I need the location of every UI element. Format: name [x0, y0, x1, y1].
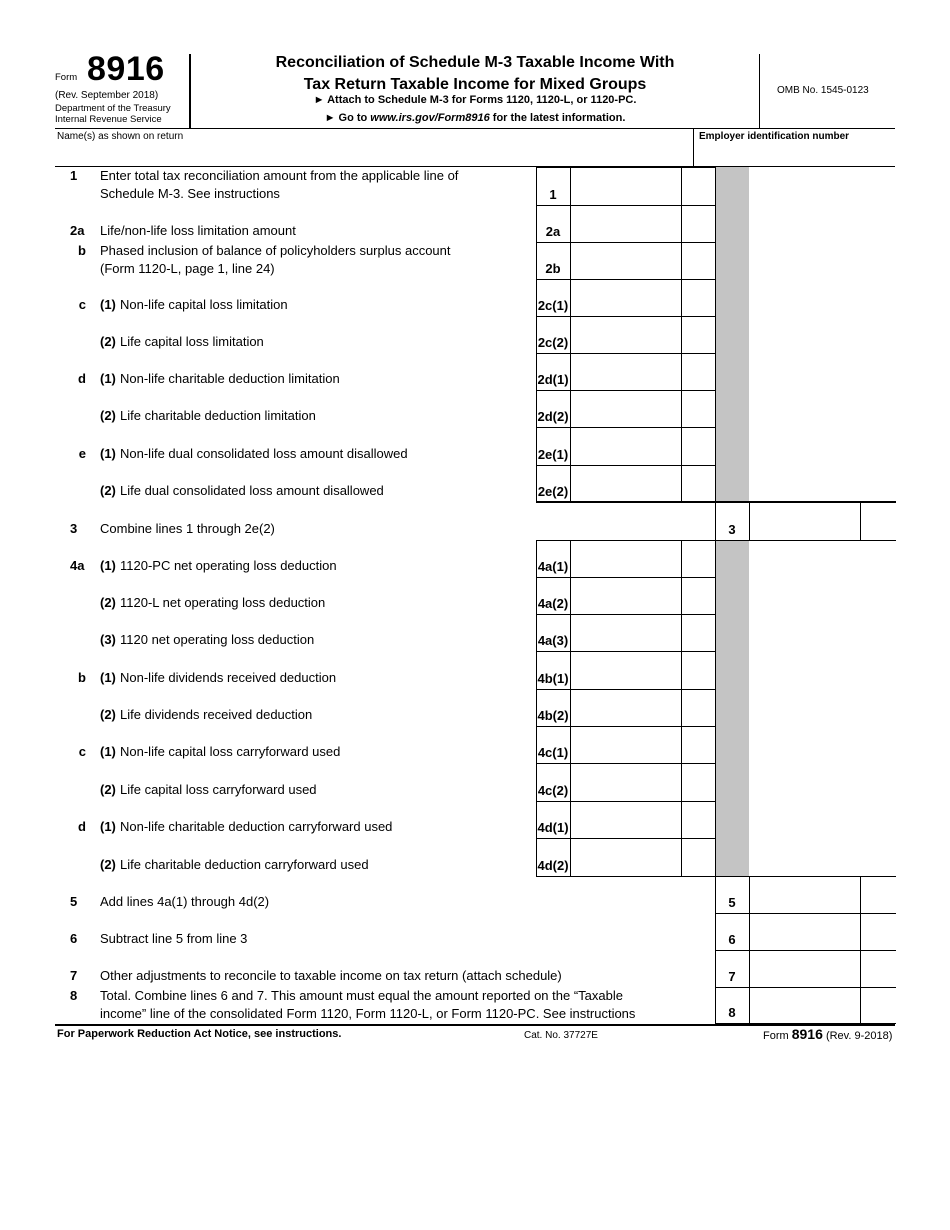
cents-field[interactable]	[681, 242, 716, 280]
part-number: (1)	[100, 297, 116, 312]
line-number: 6	[70, 931, 78, 946]
line-number: d	[78, 819, 86, 834]
amount-field[interactable]	[570, 763, 682, 802]
line-description: Non-life dual consolidated loss amount disallowed	[120, 446, 408, 461]
amount-field[interactable]	[570, 167, 682, 206]
cents-field[interactable]	[681, 465, 716, 503]
line-box-label: 2e(2)	[537, 484, 569, 499]
cents-field[interactable]	[681, 838, 716, 877]
line-number: 5	[70, 894, 78, 909]
line-description: Non-life capital loss limitation	[120, 297, 288, 312]
cents-field[interactable]	[681, 763, 716, 802]
line-number: c	[78, 744, 86, 759]
cents-field[interactable]	[860, 913, 896, 951]
amount-field[interactable]	[570, 242, 682, 280]
line-number: 8	[70, 988, 78, 1003]
cents-field[interactable]	[681, 540, 716, 578]
line-box-label: 2c(2)	[537, 335, 569, 350]
part-number: (1)	[100, 558, 116, 573]
identity-rule	[55, 166, 895, 167]
goto-suffix: for the latest information.	[489, 112, 626, 124]
amount-field[interactable]	[570, 726, 682, 764]
amount-field[interactable]	[570, 801, 682, 839]
name-label: Name(s) as shown on return	[57, 131, 184, 142]
line-box-label: 4a(3)	[537, 633, 569, 648]
line-box-label: 2e(1)	[537, 447, 569, 462]
part-number: (2)	[100, 408, 116, 423]
line-description: Other adjustments to reconcile to taxable income on tax return (attach schedule)	[100, 968, 562, 983]
amount-field[interactable]	[570, 540, 682, 578]
line-box-label: 6	[728, 932, 736, 947]
cents-field[interactable]	[860, 502, 896, 541]
line-box-label: 8	[728, 1005, 736, 1020]
line-number: c	[78, 297, 86, 312]
line-number: b	[78, 243, 86, 258]
line-number: b	[78, 670, 86, 685]
cents-field[interactable]	[681, 279, 716, 317]
shaded-column	[715, 540, 749, 876]
line-box-label: 4a(1)	[537, 559, 569, 574]
amount-field[interactable]	[749, 950, 861, 988]
line-description: Phased inclusion of balance of policyholders surplus account	[100, 243, 451, 258]
footer-form-id	[763, 1026, 892, 1042]
line-description: income” line of the consolidated Form 1120, Form 1120-L, or Form 1120-PC. See instructions	[100, 1006, 636, 1021]
amount-field[interactable]	[570, 390, 682, 428]
agency-name	[55, 103, 171, 125]
amount-field[interactable]	[570, 205, 682, 243]
line-number: e	[78, 446, 86, 461]
cents-field[interactable]	[681, 689, 716, 727]
amount-field[interactable]	[570, 651, 682, 690]
line-number: d	[78, 371, 86, 386]
amount-field[interactable]	[570, 465, 682, 503]
header-divider	[759, 54, 760, 128]
line-box-label: 4a(2)	[537, 596, 569, 611]
amount-field[interactable]	[570, 353, 682, 391]
cents-field[interactable]	[681, 390, 716, 428]
line-description: Life capital loss carryforward used	[120, 782, 317, 797]
line-number: 3	[70, 521, 78, 536]
line-description: Non-life capital loss carryforward used	[120, 744, 341, 759]
cents-field[interactable]	[681, 614, 716, 652]
ein-label: Employer identification number	[699, 131, 850, 142]
line-description: Non-life dividends received deduction	[120, 670, 337, 685]
line-description: (Form 1120-L, page 1, line 24)	[100, 261, 275, 276]
line-description: Combine lines 1 through 2e(2)	[100, 521, 275, 536]
line-number: 7	[70, 968, 78, 983]
ein-divider	[693, 128, 694, 166]
footer-form-word: Form	[763, 1030, 789, 1042]
part-number: (1)	[100, 819, 116, 834]
title-line-1: Reconciliation of Schedule M-3 Taxable Income With	[275, 54, 675, 71]
catalog-number: Cat. No. 37727E	[524, 1030, 598, 1041]
line-description: 1120-L net operating loss deduction	[120, 595, 326, 610]
line-box-label: 5	[728, 895, 736, 910]
omb-number: OMB No. 1545-0123	[777, 85, 869, 96]
line-description: Non-life charitable deduction carryforward used	[120, 819, 393, 834]
goto-instruction	[195, 112, 755, 124]
footer-form-number: 8916	[791, 1026, 823, 1042]
line-description: Enter total tax reconciliation amount from the applicable line of	[100, 168, 459, 183]
amount-field[interactable]	[570, 614, 682, 652]
revision-date: (Rev. September 2018)	[55, 90, 159, 101]
cents-field[interactable]	[860, 950, 896, 988]
line-box-label: 1	[549, 187, 557, 202]
part-number: (2)	[100, 857, 116, 872]
irs-link[interactable]: www.irs.gov/Form8916	[370, 112, 490, 124]
line-description: Life/non-life loss limitation amount	[100, 223, 296, 238]
cents-field[interactable]	[681, 167, 716, 206]
header-divider	[189, 54, 191, 128]
line-description: Life charitable deduction limitation	[120, 408, 316, 423]
line-description: Non-life charitable deduction limitation	[120, 371, 340, 386]
cents-field[interactable]	[860, 876, 896, 914]
line-description: Add lines 4a(1) through 4d(2)	[100, 894, 270, 909]
amount-field[interactable]	[570, 316, 682, 354]
part-number: (3)	[100, 632, 116, 647]
line-description: 1120 net operating loss deduction	[120, 632, 315, 647]
cents-field[interactable]	[860, 987, 896, 1024]
line-box-label: 4c(2)	[537, 783, 569, 798]
cents-field[interactable]	[681, 205, 716, 243]
line-box-label: 2d(1)	[537, 372, 569, 387]
cents-field[interactable]	[681, 316, 716, 354]
footer-revision: (Rev. 9-2018)	[825, 1030, 893, 1042]
part-number: (2)	[100, 782, 116, 797]
amount-field[interactable]	[570, 427, 682, 466]
line-description: Life charitable deduction carryforward used	[120, 857, 369, 872]
amount-field[interactable]	[570, 689, 682, 727]
section-rule	[536, 501, 896, 503]
paperwork-notice: For Paperwork Reduction Act Notice, see instructions.	[57, 1028, 342, 1040]
line-box-label: 4c(1)	[537, 745, 569, 760]
line-box-label: 7	[728, 969, 736, 984]
line-box-label: 4d(1)	[537, 820, 569, 835]
amount-field[interactable]	[749, 987, 861, 1024]
form-word: Form	[55, 72, 78, 83]
form-header	[55, 52, 895, 128]
line-description: Total. Combine lines 6 and 7. This amount must equal the amount reported on the “Taxable	[100, 988, 623, 1003]
amount-field[interactable]	[749, 913, 861, 951]
part-number: (2)	[100, 483, 116, 498]
line-number: 1	[70, 168, 78, 183]
cents-field[interactable]	[681, 651, 716, 690]
cents-field[interactable]	[681, 427, 716, 466]
line-box-label: 2d(2)	[537, 409, 569, 424]
form-title	[195, 52, 755, 96]
line-description: Life capital loss limitation	[120, 334, 264, 349]
line-box-label: 4d(2)	[537, 858, 569, 873]
line-box-label: 2c(1)	[537, 298, 569, 313]
part-number: (2)	[100, 595, 116, 610]
attach-instruction: ► Attach to Schedule M-3 for Forms 1120, 1120-L, or 1120-PC.	[313, 94, 637, 106]
line-box-label: 2b	[545, 261, 561, 276]
amount-field[interactable]	[749, 502, 861, 541]
cents-field[interactable]	[681, 801, 716, 839]
amount-field[interactable]	[749, 876, 861, 914]
line-box-label: 4b(2)	[537, 708, 569, 723]
amount-field[interactable]	[570, 838, 682, 877]
part-number: (2)	[100, 334, 116, 349]
amount-field[interactable]	[570, 279, 682, 317]
header-rule	[55, 128, 895, 129]
part-number: (2)	[100, 707, 116, 722]
form-number: 8916	[87, 50, 165, 88]
goto-prefix: ► Go to	[324, 112, 371, 124]
cents-field[interactable]	[681, 726, 716, 764]
line-box-label: 4b(1)	[537, 671, 569, 686]
amount-field[interactable]	[570, 577, 682, 615]
line-description: Schedule M-3. See instructions	[100, 186, 280, 201]
line-description: Subtract line 5 from line 3	[100, 931, 248, 946]
line-description: 1120-PC net operating loss deduction	[120, 558, 337, 573]
line-number: 4a	[70, 558, 85, 573]
cents-field[interactable]	[681, 577, 716, 615]
service-name: Internal Revenue Service	[55, 114, 162, 125]
line-box-label: 2a	[545, 224, 561, 239]
title-line-2: Tax Return Taxable Income for Mixed Groups	[303, 76, 647, 93]
line-description: Life dual consolidated loss amount disallowed	[120, 483, 384, 498]
line-box-label: 3	[728, 522, 736, 537]
line-description: Life dividends received deduction	[120, 707, 313, 722]
part-number: (1)	[100, 446, 116, 461]
shaded-column	[715, 167, 749, 502]
cents-field[interactable]	[681, 353, 716, 391]
line-number: 2a	[70, 223, 85, 238]
part-number: (1)	[100, 670, 116, 685]
department-name: Department of the Treasury	[55, 103, 171, 114]
part-number: (1)	[100, 744, 116, 759]
part-number: (1)	[100, 371, 116, 386]
